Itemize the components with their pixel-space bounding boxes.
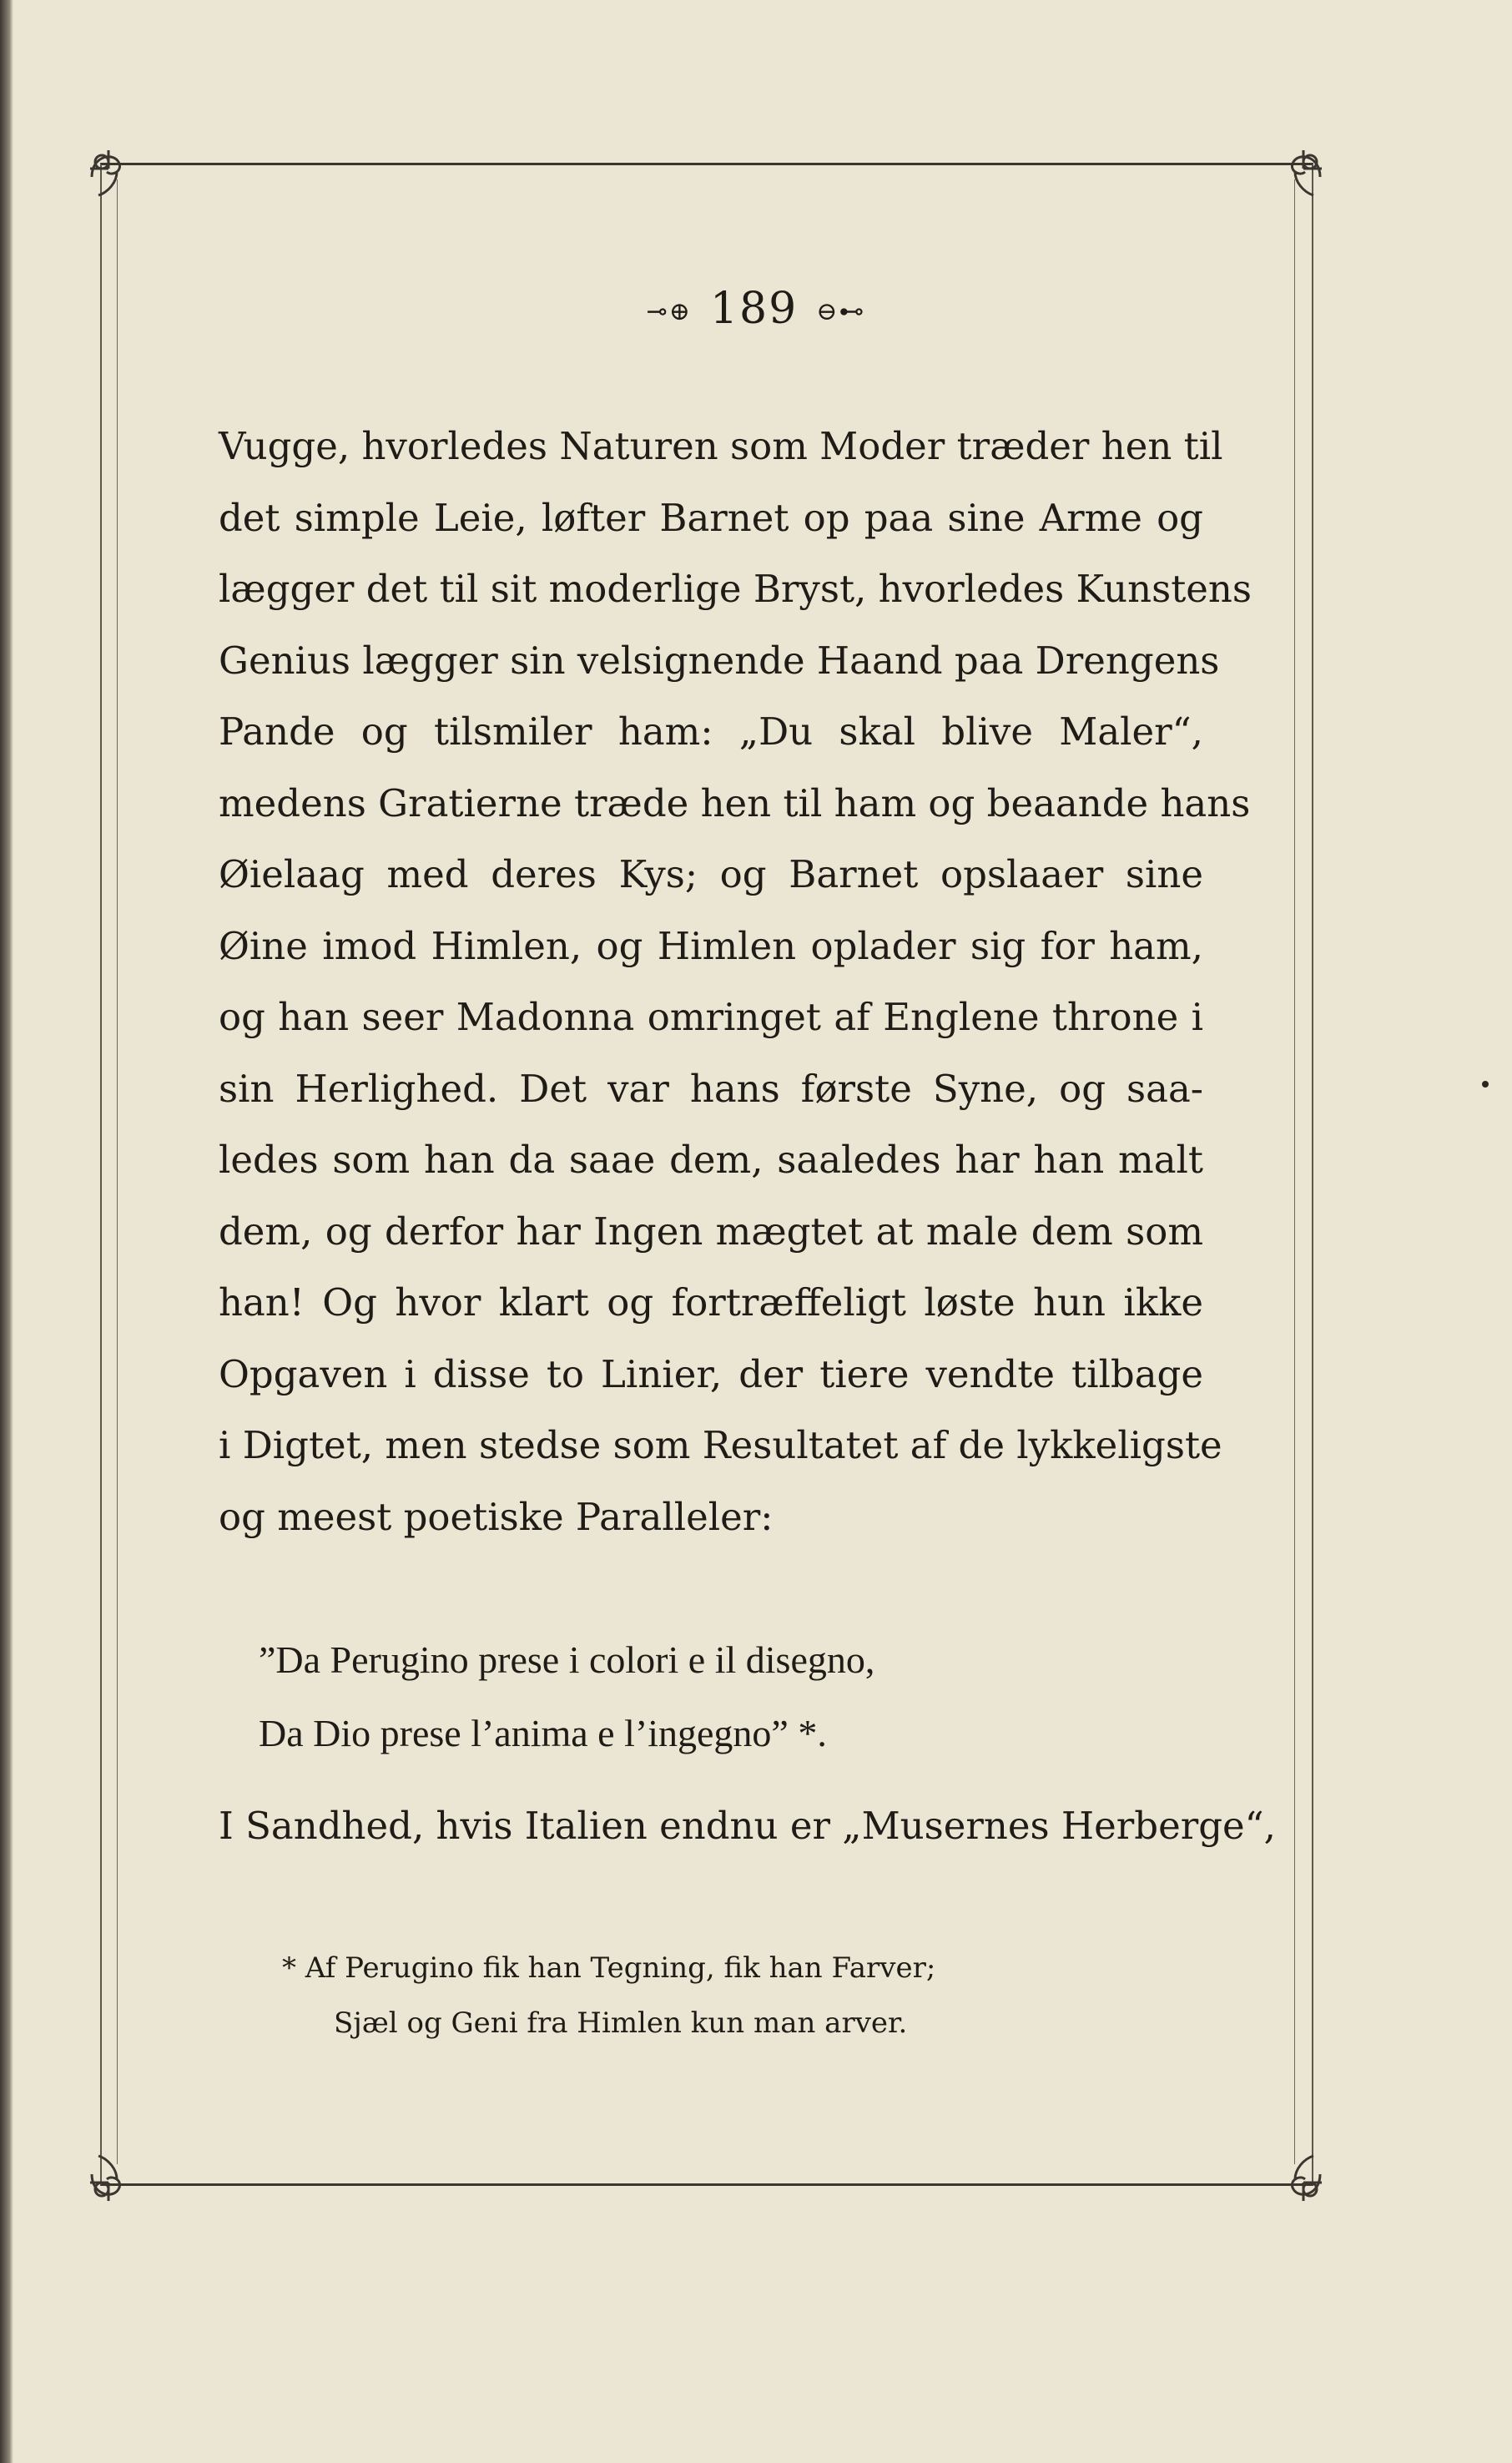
- book-spine-shadow: [0, 0, 13, 2463]
- text-line: han! Og hvor klart og fortræffeligt løste hun ikke: [219, 1280, 1203, 1325]
- italian-verse-quote: [259, 1623, 1177, 1770]
- text-line: Vugge, hvorledes Naturen som Moder træder hen til: [219, 424, 1223, 468]
- footnote: [282, 1941, 1158, 2051]
- text-line: Øine imod Himlen, og Himlen oplader sig for ham,: [219, 923, 1203, 968]
- text-line: medens Gratierne træde hen til ham og beaande hans: [219, 780, 1251, 825]
- text-line: ledes som han da saae dem, saaledes har han malt: [219, 1138, 1203, 1182]
- corner-ornament-icon: [1262, 2141, 1328, 2208]
- body-paragraph-continued: [219, 1790, 1276, 1862]
- corner-ornament-icon: [83, 144, 150, 210]
- corner-ornament-icon: [1262, 144, 1328, 210]
- footnote-line: * Af Perugino fik han Tegning, fik han Farver;: [282, 1951, 936, 1985]
- text-line: og meest poetiske Paralleler:: [219, 1494, 774, 1539]
- page-header: [0, 284, 1512, 334]
- text-line: Øielaag med deres Kys; og Barnet opslaaer sine: [219, 852, 1203, 896]
- footnote-line: Sjæl og Geni fra Himlen kun man arver.: [334, 2006, 908, 2040]
- text-line: lægger det til sit moderlige Bryst, hvorledes Kunstens: [219, 567, 1252, 611]
- text-line: i Digtet, men stedse som Resultatet af de lykkeligste: [219, 1423, 1222, 1467]
- text-line: dem, og derfor har Ingen mægtet at male dem som: [219, 1209, 1203, 1254]
- margin-mark: [1482, 1081, 1489, 1088]
- corner-ornament-icon: [83, 2141, 150, 2208]
- header-ornament-right-icon: ⊖⊷: [816, 297, 866, 326]
- header-ornament-left-icon: ⊸⊕: [646, 297, 692, 326]
- text-line: Pande og tilsmiler ham: „Du skal blive Maler“,: [219, 709, 1203, 754]
- quote-line: Da Dio prese l’anima e l’ingegno” *.: [259, 1712, 827, 1754]
- text-line: sin Herlighed. Det var hans første Syne, og saa-: [219, 1066, 1203, 1111]
- text-line: og han seer Madonna omringet af Englene throne i: [219, 995, 1203, 1039]
- text-line: I Sandhed, hvis Italien endnu er „Musernes Herberge“,: [219, 1804, 1276, 1848]
- page-number: 189: [709, 284, 799, 334]
- text-line: Opgaven i disse to Linier, der tiere vendte tilbage: [219, 1351, 1203, 1396]
- text-line: Genius lægger sin velsignende Haand paa Drengens: [219, 638, 1220, 683]
- quote-line: ”Da Perugino prese i colori e il disegno,: [259, 1638, 875, 1681]
- body-paragraph: [219, 411, 1252, 1552]
- text-line: det simple Leie, løfter Barnet op paa sine Arme og: [219, 495, 1203, 540]
